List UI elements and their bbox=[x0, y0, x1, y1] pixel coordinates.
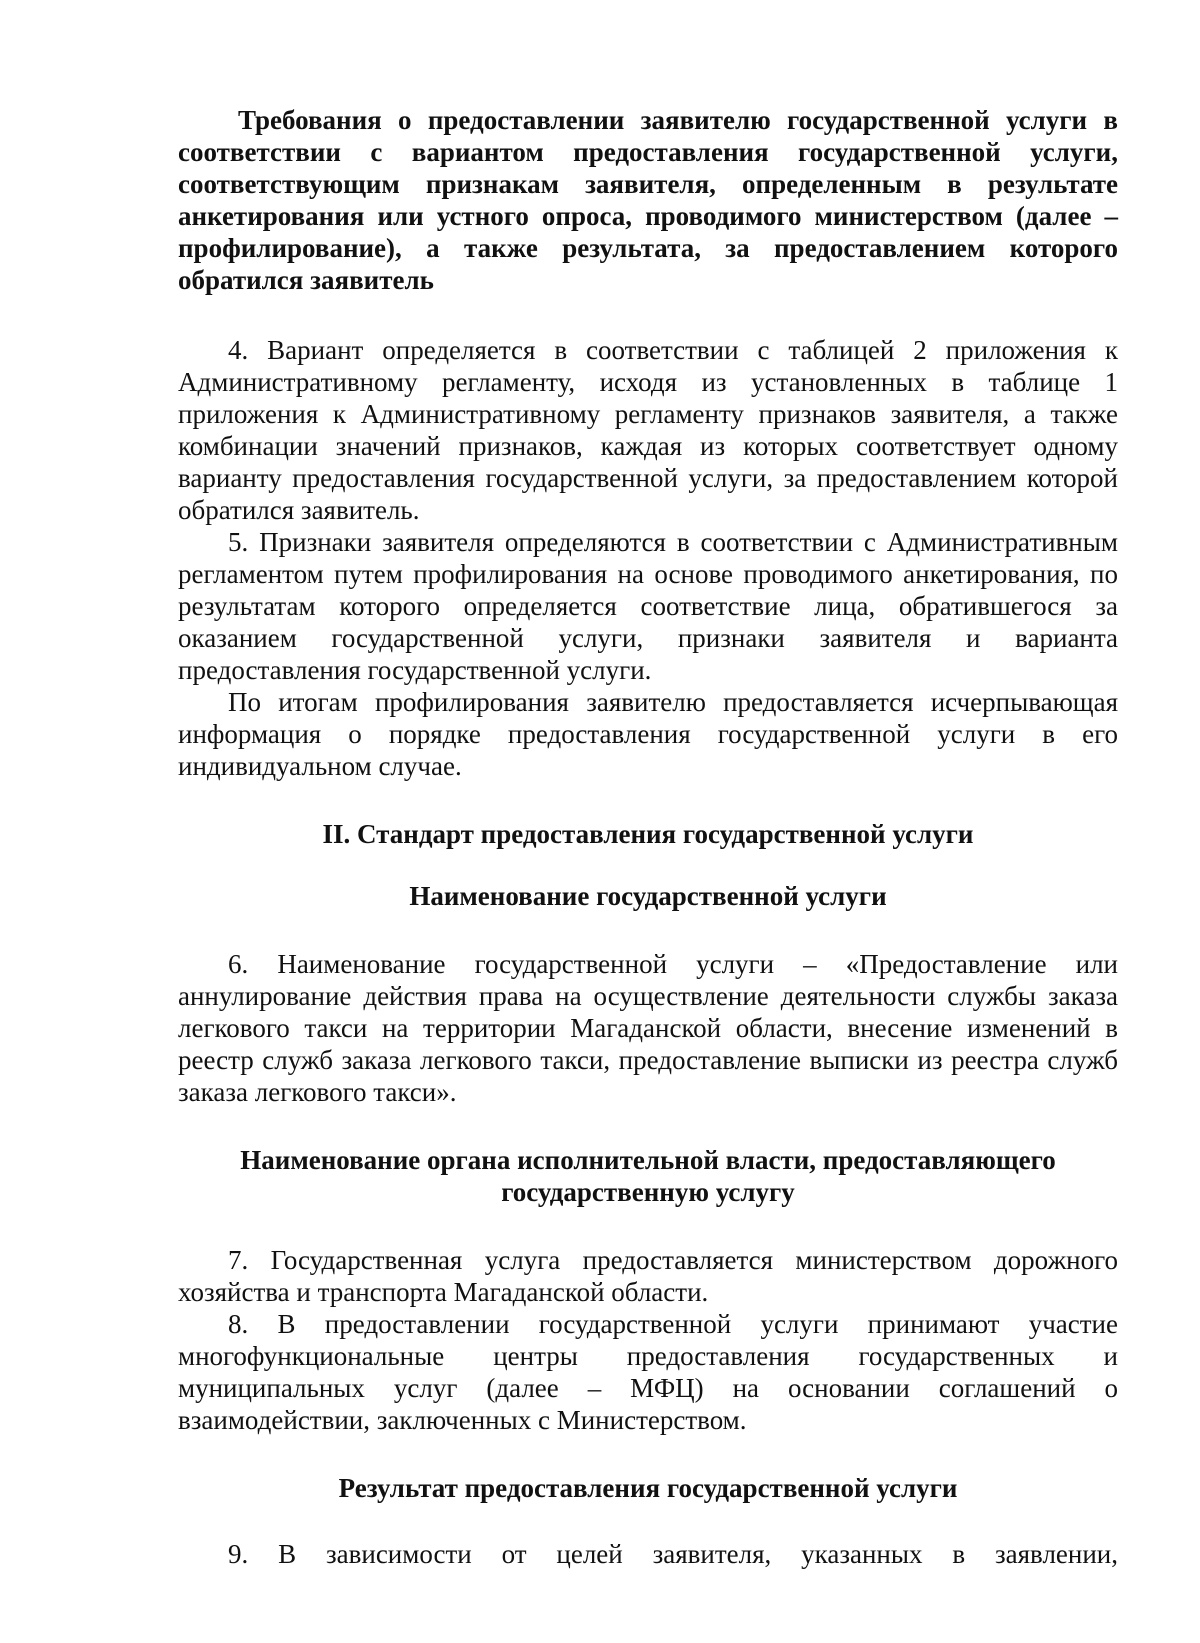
authority-heading-line-1: Наименование органа исполнительной власти, предоставляющего bbox=[240, 1145, 1056, 1175]
result-heading: Результат предоставления государственной услуги bbox=[338, 1473, 958, 1503]
service-name-heading: Наименование государственной услуги bbox=[409, 881, 887, 911]
section-2-title: II. Стандарт предоставления государственной услуги bbox=[322, 819, 974, 849]
authority-heading bbox=[178, 1144, 1118, 1208]
document-page bbox=[178, 104, 1118, 1570]
paragraph-5-continuation: По итогам профилирования заявителю предоставляется исчерпывающая информация о порядке предоставления государственной услуги в его индивидуальном случае. bbox=[178, 687, 1118, 781]
paragraph-8: 8. В предоставлении государственной услуги принимают участие многофункциональные центры предоставления государственных и муниципальных услуг (далее – МФЦ) на основании соглашений о взаимодействии, заключенных с Министерством. bbox=[178, 1309, 1118, 1435]
authority-heading-line-2: государственную услугу bbox=[501, 1177, 795, 1207]
paragraph-9: 9. В зависимости от целей заявителя, указанных в заявлении, bbox=[228, 1539, 1118, 1569]
requirements-heading: Требования о предоставлении заявителю государственной услуги в соответствии с вариантом предоставления государственной услуги, соответствующим признакам заявителя, определенным в результате анкетирования или устного опроса, проводимого министерством (далее – профилирование), а также результата, за предоставлением которого обратился заявитель bbox=[178, 105, 1118, 295]
paragraph-7: 7. Государственная услуга предоставляется министерством дорожного хозяйства и транспорта Магаданской области. bbox=[178, 1245, 1118, 1307]
paragraph-4: 4. Вариант определяется в соответствии с таблицей 2 приложения к Административному регламенту, исходя из установленных в таблице 1 приложения к Административному регламенту признаков заявителя, а также комбинации значений признаков, каждая из которых соответствует одному варианту предоставления государственной услуги, за предоставлением которой обратился заявитель. bbox=[178, 335, 1118, 525]
paragraph-5: 5. Признаки заявителя определяются в соответствии с Административным регламентом путем профилирования на основе проводимого анкетирования, по результатам которого определяется соответствие лица, обратившегося за оказанием государственной услуги, признаки заявителя и варианта предоставления государственной услуги. bbox=[178, 527, 1118, 685]
paragraph-6: 6. Наименование государственной услуги – «Предоставление или аннулирование действия права на осуществление деятельности службы заказа легкового такси на территории Магаданской области, внесение изменений в реестр служб заказа легкового такси, предоставление выписки из реестра служб заказа легкового такси». bbox=[178, 949, 1118, 1107]
